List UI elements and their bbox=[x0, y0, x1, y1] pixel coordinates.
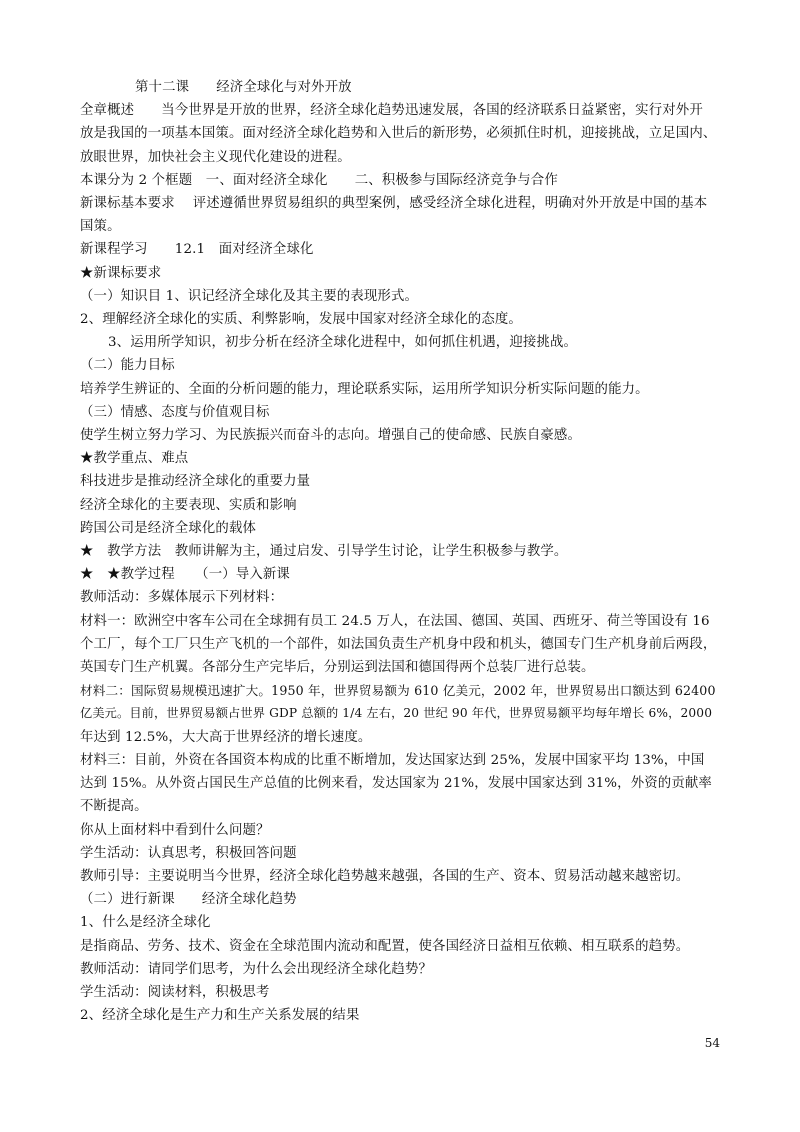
text-line-3: 放眼世界，加快社会主义现代化建设的进程。 bbox=[80, 149, 351, 165]
lesson-title: 第十二课 经济全球化与对外开放 bbox=[135, 80, 352, 95]
text-line-25: 英国专门生产机翼。各部分生产完毕后，分别运到法国和德国得两个总装厂进行总装。 bbox=[80, 660, 595, 676]
text-line-16: ★教学重点、难点 bbox=[80, 451, 189, 467]
text-line-21: ★ ★教学过程 （一）导入新课 bbox=[80, 567, 290, 583]
text-line-29: 材料三：目前，外资在各国资本构成的比重不断增加，发达国家达到 25%，发展中国家平均 13%，中国 bbox=[80, 752, 705, 768]
text-line-24: 个工厂，每个工厂只生产飞机的一个部件，如法国负责生产机身中段和机头，德国专门生产机身前后两段， bbox=[80, 636, 717, 652]
text-line-38: 教师活动：请同学们思考，为什么会出现经济全球化趋势？ bbox=[80, 961, 433, 977]
text-line-20: ★ 教学方法 教师讲解为主，通过启发、引导学生讨论，让学生积极参与教学。 bbox=[80, 544, 568, 560]
text-line-32: 你从上面材料中看到什么问题？ bbox=[80, 822, 270, 838]
text-line-8: ★新课标要求 bbox=[80, 265, 162, 281]
text-line-28: 年达到 12.5%，大大高于世界经济的增长速度。 bbox=[80, 729, 372, 745]
page-number: 54 bbox=[704, 1036, 720, 1050]
text-line-39: 学生活动：阅读材料，积极思考 bbox=[80, 984, 270, 1000]
text-line-13: 培养学生辨证的、全面的分析问题的能力，理论联系实际，运用所学知识分析实际问题的能力。 bbox=[80, 381, 649, 397]
text-line-35: （二）进行新课 经济全球化趋势 bbox=[80, 892, 297, 908]
text-line-34: 教师引导：主要说明当今世界，经济全球化趋势越来越强，各国的生产、资本、贸易活动越来越密切。 bbox=[80, 868, 690, 884]
text-line-33: 学生活动：认真思考，积极回答问题 bbox=[80, 845, 297, 861]
text-line-7: 新课程学习 12.1 面对经济全球化 bbox=[80, 242, 314, 258]
text-line-10: 2、理解经济全球化的实质、利弊影响，发展中国家对经济全球化的态度。 bbox=[80, 312, 522, 328]
text-line-23: 材料一：欧洲空中客车公司在全球拥有员工 24.5 万人，在法国、德国、英国、西班牙、荷兰等国设有 16 bbox=[80, 613, 710, 629]
text-line-15: 使学生树立努力学习、为民族振兴而奋斗的志向。增强自己的使命感、民族自豪感。 bbox=[80, 428, 582, 444]
text-line-22: 教师活动：多媒体展示下列材料： bbox=[80, 590, 284, 606]
text-line-37: 是指商品、劳务、技术、资金在全球范围内流动和配置，使各国经济日益相互依赖、相互联系的趋势。 bbox=[80, 938, 690, 954]
text-line-6: 国策。 bbox=[80, 219, 121, 235]
text-line-40: 2、经济全球化是生产力和生产关系发展的结果 bbox=[80, 1008, 360, 1024]
text-line-31: 不断提高。 bbox=[80, 799, 148, 815]
text-line-2: 放是我国的一项基本国策。面对经济全球化趋势和入世后的新形势，必须抓住时机，迎接挑战，立足国内、 bbox=[80, 126, 717, 142]
text-line-5: 新课标基本要求 评述遵循世界贸易组织的典型案例，感受经济全球化进程，明确对外开放是中国的基本 bbox=[80, 196, 708, 212]
text-line-12: （二）能力目标 bbox=[80, 358, 175, 374]
text-line-30: 达到 15%。从外资占国民生产总值的比例来看，发达国家为 21%，发展中国家达到 31%，外资的贡献率 bbox=[80, 776, 712, 792]
text-line-19: 跨国公司是经济全球化的载体 bbox=[80, 520, 257, 536]
text-line-26: 材料二：国际贸易规模迅速扩大。1950 年，世界贸易额为 610 亿美元，2002 年，世界贸易出口额达到 62400 bbox=[80, 683, 716, 699]
document-page bbox=[80, 76, 720, 1027]
text-line-14: （三）情感、态度与价值观目标 bbox=[80, 404, 270, 420]
text-line-18: 经济全球化的主要表现、实质和影响 bbox=[80, 497, 297, 513]
text-line-36: 1、什么是经济全球化 bbox=[80, 915, 211, 931]
text-line-9: （一）知识目 1、识记经济全球化及其主要的表现形式。 bbox=[80, 288, 419, 304]
text-line-27: 亿美元。目前，世界贸易额占世界 GDP 总额的 1/4 左右，20 世纪 90 年代，世界贸易额平均每年增长 6%，2000 bbox=[80, 706, 713, 721]
text-line-11: 3、运用所学知识，初步分析在经济全球化进程中，如何抓住机遇，迎接挑战。 bbox=[108, 335, 578, 351]
text-line-1: 全章概述 当今世界是开放的世界，经济全球化趋势迅速发展，各国的经济联系日益紧密，实行对外开 bbox=[80, 103, 703, 119]
text-line-4: 本课分为 2 个框题 一、面对经济全球化 二、积极参与国际经济竞争与合作 bbox=[80, 172, 558, 188]
text-line-17: 科技进步是推动经济全球化的重要力量 bbox=[80, 474, 311, 490]
